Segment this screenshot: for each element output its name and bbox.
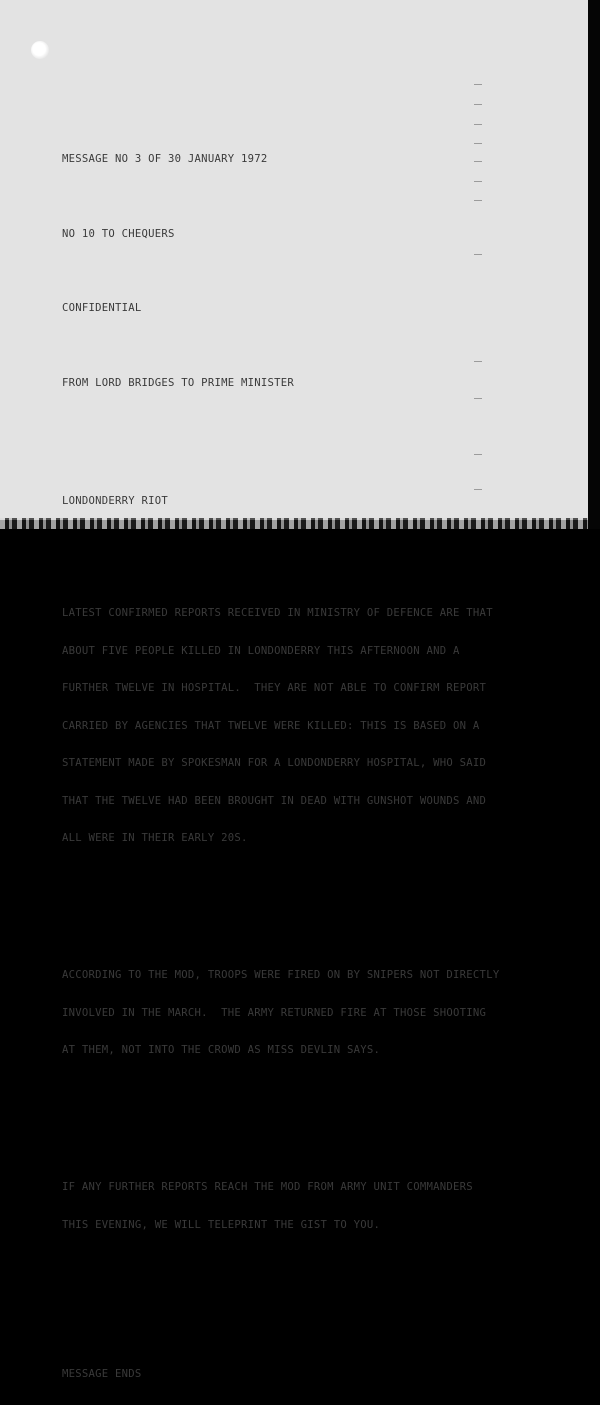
paragraph-2: [62, 944, 499, 1082]
paragraph-line: STATEMENT MADE BY SPOKESMAN FOR A LONDONDERRY HOSPITAL, WHO SAID: [62, 757, 487, 769]
paragraph-line: THIS EVENING, WE WILL TELEPRINT THE GIST TO YOU.: [62, 1218, 381, 1231]
message-header: MESSAGE NO 3 OF 30 JANUARY 1972: [62, 153, 268, 165]
paragraph-line: IF ANY FURTHER REPORTS REACH THE MOD FROM ARMY UNIT COMMANDERS: [62, 1181, 473, 1193]
paragraph-line: ALL WERE IN THEIR EARLY 20S.: [62, 832, 248, 844]
classification: CONFIDENTIAL: [62, 302, 142, 314]
paragraph-line: AT THEM, NOT INTO THE CROWD AS MISS DEVLIN SAYS.: [62, 1044, 381, 1056]
message-body: [62, 128, 499, 1405]
paragraph-3: [62, 1156, 499, 1256]
margin-tick: [474, 124, 482, 125]
paragraph-line: CARRIED BY AGENCIES THAT TWELVE WERE KILLED: THIS IS BASED ON A: [62, 719, 480, 732]
margin-tick: [474, 84, 482, 85]
from-line: FROM LORD BRIDGES TO PRIME MINISTER: [62, 376, 294, 389]
paragraph-line: ABOUT FIVE PEOPLE KILLED IN LONDONDERRY THIS AFTERNOON AND A: [62, 644, 460, 657]
paragraph-line: INVOLVED IN THE MARCH. THE ARMY RETURNED FIRE AT THOSE SHOOTING: [62, 1006, 487, 1019]
paragraph-line: LATEST CONFIRMED REPORTS RECEIVED IN MINISTRY OF DEFENCE ARE THAT: [62, 607, 493, 619]
closing-line: MESSAGE ENDS: [62, 1367, 142, 1380]
paragraph-line: ACCORDING TO THE MOD, TROOPS WERE FIRED ON BY SNIPERS NOT DIRECTLY: [62, 969, 500, 981]
punch-hole: [31, 41, 49, 59]
routing-line: NO 10 TO CHEQUERS: [62, 227, 175, 240]
subject-line: LONDONDERRY RIOT: [62, 495, 169, 507]
scan-edge-right: [588, 0, 600, 529]
margin-tick: [474, 104, 482, 105]
paragraph-line: FURTHER TWELVE IN HOSPITAL. THEY ARE NOT ABLE TO CONFIRM REPORT: [62, 682, 487, 694]
scan-edge-bottom: [0, 518, 588, 529]
paragraph-line: THAT THE TWELVE HAD BEEN BROUGHT IN DEAD WITH GUNSHOT WOUNDS AND: [62, 794, 487, 807]
paragraph-1: [62, 582, 499, 870]
